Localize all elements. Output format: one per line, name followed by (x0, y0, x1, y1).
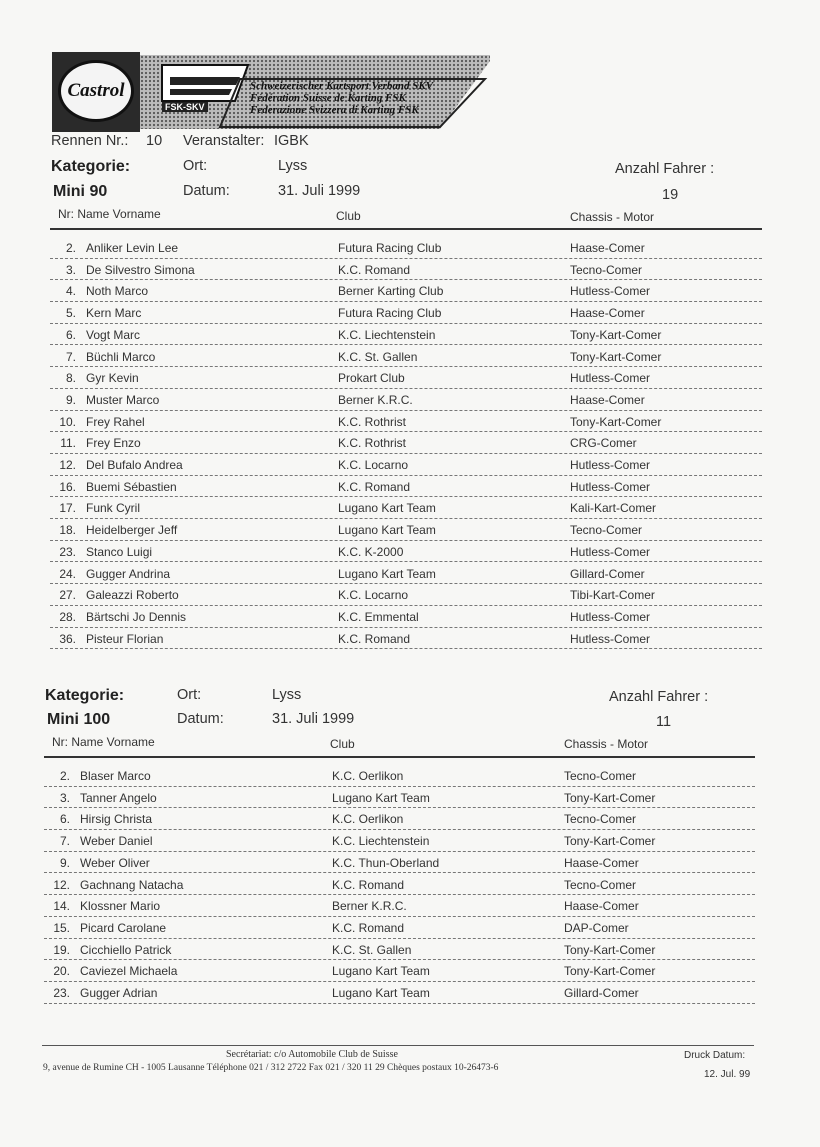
table-row (44, 851, 755, 874)
entry-club: Lugano Kart Team (332, 964, 430, 979)
entry-nr: 24. (59, 566, 76, 581)
entry-club: Lugano Kart Team (338, 501, 436, 516)
category-name: Mini 90 (53, 183, 108, 200)
entry-name: Weber Daniel (80, 834, 153, 849)
footer-address: 9, avenue de Rumine CH - 1005 Lausanne Téléphone 021 / 312 2722 Fax 021 / 320 11 29 Chèques postaux 10-26473-6 (43, 1063, 499, 1073)
category-label: Kategorie: (51, 158, 131, 175)
print-date-value: 12. Jul. 99 (704, 1069, 751, 1080)
entry-chassis: Hutless-Comer (570, 479, 651, 494)
entry-chassis: Haase-Comer (564, 855, 639, 870)
entry-name: Gugger Adrian (80, 986, 158, 1000)
datum-value: 31. Juli 1999 (272, 711, 355, 727)
entry-name: Kern Marc (86, 306, 142, 321)
table-row (50, 366, 762, 389)
entry-club: K.C. Oerlikon (332, 812, 404, 827)
table-row (50, 258, 762, 281)
driver-count-value: 11 (656, 714, 672, 730)
table-row (44, 894, 755, 917)
entry-nr: 18. (59, 523, 76, 538)
entry-chassis: Haase-Comer (564, 899, 639, 914)
entry-nr: 2. (65, 241, 76, 255)
entry-club: K.C. Romand (338, 262, 411, 277)
table-row (44, 959, 755, 982)
entry-name: Funk Cyril (86, 501, 141, 516)
entry-club: K.C. K-2000 (338, 544, 404, 559)
table-row (50, 279, 762, 302)
table-row (44, 829, 755, 852)
table-row (50, 301, 762, 324)
ort-value: Lyss (278, 158, 308, 174)
entry-chassis: Hutless-Comer (570, 371, 651, 386)
entry-nr: 7. (65, 349, 76, 364)
entry-name: Frey Enzo (86, 436, 141, 451)
entry-name: Bärtschi Jo Dennis (86, 609, 187, 624)
entry-name: Büchli Marco (86, 349, 156, 364)
entry-club: K.C. Locarno (338, 588, 409, 603)
entry-nr: 9. (59, 855, 70, 870)
table-row (44, 981, 755, 1004)
entry-name: Caviezel Michaela (80, 964, 178, 979)
col-header-club: Club (330, 737, 355, 751)
entry-chassis: Tecno-Comer (564, 812, 637, 827)
table-row (50, 323, 762, 346)
table-row (50, 540, 762, 563)
entry-nr: 10. (59, 414, 76, 429)
entry-name: Stanco Luigi (86, 544, 153, 559)
col-header-club: Club (336, 209, 361, 223)
table-row (50, 388, 762, 411)
entry-chassis: Tony-Kart-Comer (564, 834, 656, 849)
entry-nr: 27. (59, 588, 76, 603)
entry-club: Lugano Kart Team (338, 566, 436, 581)
entry-name: Klossner Mario (80, 899, 161, 914)
org-name-it: Federazione Svizzera di Karting FSK (250, 104, 419, 116)
entry-chassis: Haase-Comer (570, 241, 645, 255)
org-name-de: Schweizerischer Kartsport Verband SKV (250, 80, 434, 92)
table-row (50, 236, 762, 259)
ort-value: Lyss (272, 687, 302, 703)
entry-nr: 11. (60, 436, 76, 451)
entry-name: Del Bufalo Andrea (86, 458, 183, 472)
table-row (50, 431, 762, 454)
entry-name: Cicchiello Patrick (80, 942, 172, 957)
org-name-fr: Fédération Suisse de Karting FSK (250, 92, 406, 104)
race-nr-value: 10 (146, 133, 163, 149)
entry-nr: 12. (59, 458, 76, 472)
entry-club: K.C. Rothrist (338, 436, 407, 451)
entry-club: K.C. Romand (338, 479, 411, 494)
entry-club: Berner K.R.C. (332, 899, 407, 914)
entry-chassis: Hutless-Comer (570, 458, 651, 472)
col-header-chassis: Chassis - Motor (570, 210, 655, 224)
col-header-chassis: Chassis - Motor (564, 737, 649, 751)
table-row (50, 496, 762, 519)
entry-name: Picard Carolane (80, 920, 167, 935)
entry-nr: 23. (53, 986, 70, 1000)
entry-club: K.C. Romand (332, 920, 405, 935)
entry-club: Futura Racing Club (338, 241, 442, 255)
entry-chassis: Haase-Comer (570, 392, 645, 407)
entry-club: K.C. Rothrist (338, 414, 407, 429)
footer-rule (42, 1045, 754, 1046)
table-row (50, 410, 762, 433)
entry-club: Prokart Club (338, 371, 405, 386)
table-row (44, 873, 755, 896)
entry-name: Hirsig Christa (80, 812, 153, 827)
entry-chassis: Kali-Kart-Comer (570, 501, 657, 516)
col-header-name: Nr: Name Vorname (58, 207, 161, 221)
entry-club: Lugano Kart Team (332, 790, 430, 805)
entry-nr: 3. (59, 790, 70, 805)
entry-chassis: Tecno-Comer (564, 769, 637, 783)
entry-nr: 14. (53, 899, 70, 914)
entry-nr: 9. (65, 392, 76, 407)
table-row (50, 583, 762, 606)
driver-count-label: Anzahl Fahrer : (615, 161, 715, 177)
table-row (44, 786, 755, 809)
driver-count-label: Anzahl Fahrer : (609, 689, 709, 705)
entry-nr: 12. (53, 877, 70, 892)
entry-name: Weber Oliver (80, 855, 150, 870)
entry-chassis: Tony-Kart-Comer (570, 327, 662, 342)
entry-club: K.C. St. Gallen (338, 349, 418, 364)
entry-name: Pisteur Florian (86, 631, 164, 646)
table-row (50, 562, 762, 585)
table-row (44, 916, 755, 939)
table-row (44, 764, 755, 787)
entry-nr: 2. (59, 769, 70, 783)
entry-chassis: Hutless-Comer (570, 609, 651, 624)
entry-nr: 16. (59, 479, 76, 494)
entry-chassis: Gillard-Comer (570, 566, 645, 581)
driver-count-value: 19 (662, 187, 679, 203)
entry-name: Blaser Marco (80, 769, 151, 783)
entry-name: Gugger Andrina (86, 566, 171, 581)
entry-club: K.C. Emmental (338, 609, 419, 624)
entry-name: Anliker Levin Lee (86, 241, 179, 255)
logo-text: Castrol (67, 80, 125, 101)
entry-name: Gachnang Natacha (80, 877, 184, 892)
entry-nr: 28. (59, 609, 76, 624)
ort-label: Ort: (177, 687, 202, 703)
table-row (50, 605, 762, 628)
entry-nr: 5. (65, 306, 76, 321)
print-date-label: Druck Datum: (684, 1050, 746, 1061)
table-row (50, 453, 762, 476)
entry-nr: 17. (59, 501, 76, 516)
entry-club: K.C. Romand (338, 631, 411, 646)
entry-club: K.C. Locarno (338, 458, 409, 472)
entry-chassis: Haase-Comer (570, 306, 645, 321)
entry-name: Buemi Sébastien (86, 479, 177, 494)
entry-chassis: Tony-Kart-Comer (564, 790, 656, 805)
entry-chassis: Tony-Kart-Comer (570, 414, 662, 429)
entry-chassis: DAP-Comer (564, 920, 629, 935)
table-row (50, 627, 762, 650)
entry-chassis: Tecno-Comer (570, 262, 643, 277)
table-row (44, 938, 755, 961)
entry-name: Muster Marco (86, 392, 160, 407)
entry-chassis: Hutless-Comer (570, 284, 651, 299)
entry-club: K.C. Romand (332, 877, 405, 892)
entry-name: Vogt Marc (86, 327, 141, 342)
entry-club: K.C. St. Gallen (332, 942, 412, 957)
header-rule (44, 756, 755, 758)
entry-club: K.C. Oerlikon (332, 769, 404, 783)
datum-label: Datum: (177, 711, 224, 727)
header-rule (50, 228, 762, 230)
entry-chassis: CRG-Comer (570, 436, 637, 451)
entry-name: Frey Rahel (86, 414, 145, 429)
entry-name: Tanner Angelo (80, 790, 157, 805)
entry-chassis: Tony-Kart-Comer (570, 349, 662, 364)
race-nr-label: Rennen Nr.: (51, 133, 129, 149)
entry-chassis: Tony-Kart-Comer (564, 964, 656, 979)
entry-club: Lugano Kart Team (332, 986, 430, 1000)
entry-chassis: Tecno-Comer (564, 877, 637, 892)
entry-nr: 6. (65, 327, 76, 342)
entry-club: Futura Racing Club (338, 306, 442, 321)
datum-value: 31. Juli 1999 (278, 183, 361, 199)
table-row (44, 807, 755, 830)
entry-name: Heidelberger Jeff (86, 523, 178, 538)
category-label: Kategorie: (45, 687, 125, 704)
entry-nr: 4. (65, 284, 76, 299)
table-row (50, 518, 762, 541)
entry-chassis: Tony-Kart-Comer (564, 942, 656, 957)
entry-chassis: Tibi-Kart-Comer (570, 588, 655, 603)
organizer-value: IGBK (274, 133, 309, 149)
ort-label: Ort: (183, 158, 208, 174)
entry-club: Berner Karting Club (338, 284, 444, 299)
fsk-tag: FSK-SKV (162, 102, 208, 112)
entry-nr: 7. (59, 834, 70, 849)
datum-label: Datum: (183, 183, 230, 199)
entry-club: K.C. Thun-Oberland (332, 855, 440, 870)
table-row (50, 475, 762, 498)
entry-nr: 23. (59, 544, 76, 559)
entry-nr: 6. (59, 812, 70, 827)
entry-club: Lugano Kart Team (338, 523, 436, 538)
entry-nr: 3. (65, 262, 76, 277)
entry-nr: 20. (53, 964, 70, 979)
entry-name: De Silvestro Simona (86, 262, 195, 277)
entry-name: Gyr Kevin (86, 371, 139, 386)
category-name: Mini 100 (47, 711, 111, 728)
entry-name: Galeazzi Roberto (86, 588, 179, 603)
entry-club: K.C. Liechtenstein (332, 834, 430, 849)
entry-nr: 15. (53, 920, 70, 935)
entry-chassis: Gillard-Comer (564, 986, 639, 1000)
entry-name: Noth Marco (86, 284, 149, 299)
col-header-name: Nr: Name Vorname (52, 735, 155, 749)
entry-nr: 19. (53, 942, 70, 957)
table-row (50, 345, 762, 368)
entry-chassis: Hutless-Comer (570, 631, 651, 646)
footer-secretariat: Secrétariat: c/o Automobile Club de Suisse (226, 1049, 398, 1060)
entry-chassis: Tecno-Comer (570, 523, 643, 538)
organizer-label: Veranstalter: (183, 133, 265, 149)
entry-nr: 36. (59, 631, 76, 646)
entry-club: K.C. Liechtenstein (338, 327, 436, 342)
entry-nr: 8. (65, 371, 76, 386)
entry-club: Berner K.R.C. (338, 392, 413, 407)
entry-chassis: Hutless-Comer (570, 544, 651, 559)
